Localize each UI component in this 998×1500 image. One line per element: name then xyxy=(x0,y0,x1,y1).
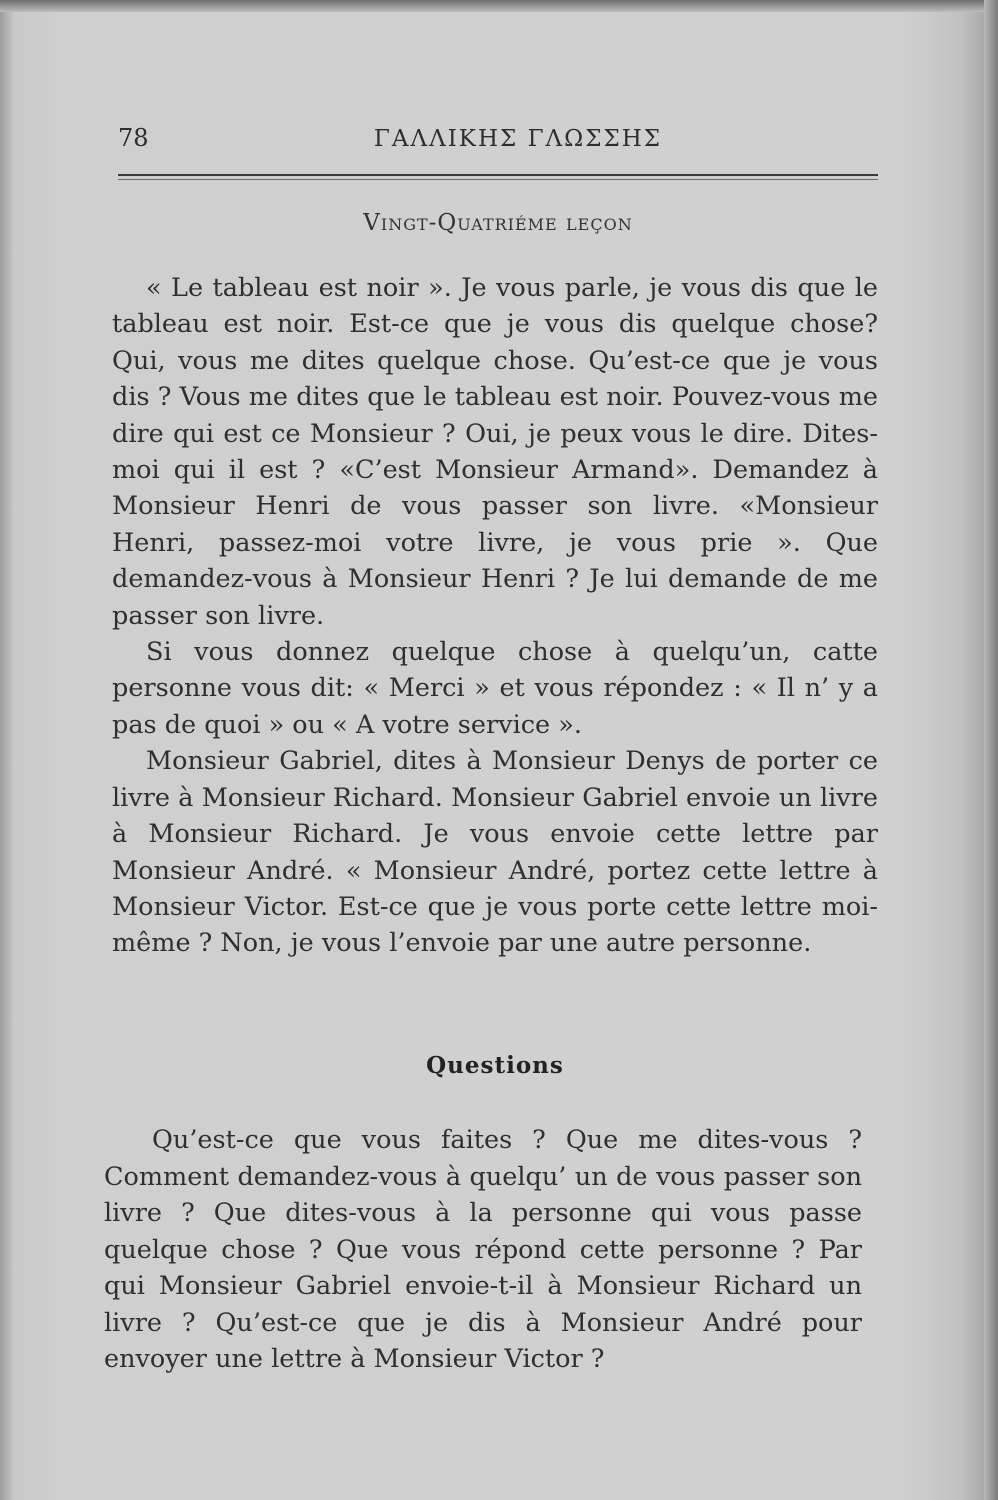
lesson-paragraph: « Le tableau est noir ». Je vous parle, je vous dis que le tableau est noir. Est-ce que je vous dis quelque chose? Qui, vous me dites quelque chose. Qu’est-ce que je vous dis ? Vous me dites que le tableau est noir. Pouvez-vous me dire qui est ce Monsieur ? Oui, je peux vous le dire. Dites-moi qui il est ? «C’est Monsieur Armand». Demandez à Monsieur Henri de vous passer son livre. «Monsieur Henri, passez-moi votre livre, je vous prie ». Que demandez-vous à Monsieur Henri ? Je lui demande de me passer son livre. xyxy=(112,273,878,631)
lesson-title: Vingt-Quatriéme leçon xyxy=(363,210,633,236)
header-rule xyxy=(118,174,878,176)
running-title: ΓΑΛΛΙΚΗΣ ΓΛΩΣΣΗΣ xyxy=(373,126,663,152)
page-right-edge xyxy=(984,0,998,1500)
lesson-body xyxy=(112,270,878,962)
questions-heading: Questions xyxy=(426,1052,564,1079)
page-header xyxy=(118,124,878,164)
header-rule-thin xyxy=(118,179,878,180)
questions-body xyxy=(104,1122,862,1378)
lesson-paragraph: Monsieur Gabriel, dites à Monsieur Denys de porter ce livre à Monsieur Richard. Monsieur Gabriel envoie un livre à Monsieur Richard. Je vous envoie cette lettre par Monsieur André. « Monsieur André, portez cette lettre à Monsieur Victor. Est-ce que je vous porte cette lettre moi-même ? Non, je vous l’envoie par une autre personne. xyxy=(112,746,878,959)
page-top-edge xyxy=(0,0,998,12)
questions-paragraph: Qu’est-ce que vous faites ? Que me dites-vous ? Comment demandez-vous à quelqu’ un de vous passer son livre ? Que dites-vous à la personne qui vous passe quelque chose ? Que vous répond cette personne ? Par qui Monsieur Gabriel envoie-t-il à Monsieur Richard un livre ? Qu’est-ce que je dis à Monsieur André pour envoyer une lettre à Monsieur Victor ? xyxy=(104,1125,862,1374)
page-number: 78 xyxy=(118,124,149,152)
lesson-paragraph: Si vous donnez quelque chose à quelqu’un, catte personne vous dit: « Merci » et vous répondez : « Il n’ y a pas de quoi » ou « A votre service ». xyxy=(112,637,878,740)
